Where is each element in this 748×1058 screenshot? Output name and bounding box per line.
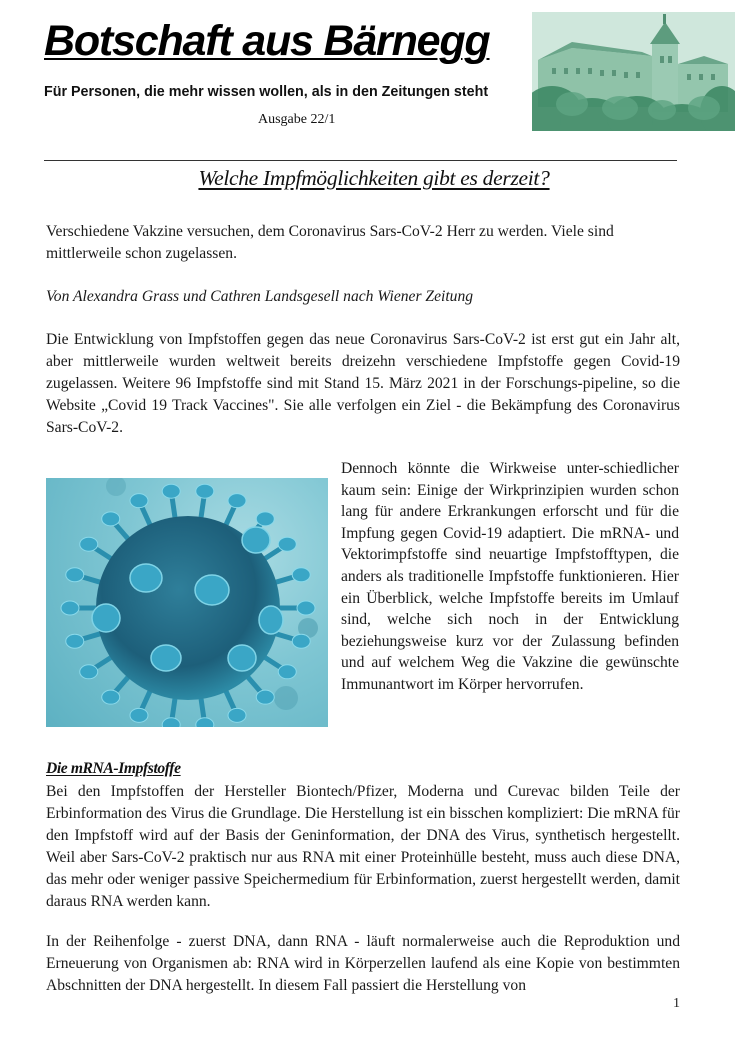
newsletter-subtitle: Für Personen, die mehr wissen wollen, als in den Zeitungen steht xyxy=(44,84,489,100)
newsletter-title: Botschaft aus Bärnegg xyxy=(44,17,490,65)
article-title: Welche Impfmöglichkeiten gibt es derzeit? xyxy=(198,166,550,190)
virus-spike-head xyxy=(66,634,84,648)
virus-spike-head xyxy=(196,718,214,727)
virus-spike-head xyxy=(130,494,148,508)
virus-spike-head xyxy=(256,690,274,704)
virus-spike-head xyxy=(102,690,120,704)
virus-spike-head xyxy=(66,568,84,582)
section-paragraph: Bei den Impfstoffen der Hersteller Biontech/Pfizer, Moderna und Curevac bilden Teile der Erbinformation des Virus die Grundlage. Die Herstellung ist ein bisschen kompliziert: Die mRNA für den Impfstoff wird auf der Basis der Geninformation, der DNA des Virus, synthetisch hergestellt. Weil aber Sars-CoV-2 praktisch nur aus RNA mit einer Proteinhülle besteht, muss auch diese DNA, das mehr oder weniger passive Speichermedium für Erbinformation, zuerst hergestellt werden, damit daraus RNA werden kann. xyxy=(46,783,680,910)
section-heading-mrna: Die mRNA-Impfstoffe xyxy=(46,760,181,777)
issue-label: Ausgabe 22/1 xyxy=(258,112,336,127)
virus-spike-head xyxy=(292,568,310,582)
virus-spike-head xyxy=(162,718,180,727)
article-byline: Von Alexandra Grass und Cathren Landsgesell nach Wiener Zeitung xyxy=(46,288,474,305)
page-number: 1 xyxy=(673,996,680,1011)
virus-spike-head xyxy=(256,512,274,526)
virus-spike-head xyxy=(102,512,120,526)
virus-spike-head xyxy=(130,708,148,722)
section-paragraph: In der Reihenfolge - zuerst DNA, dann RNA - läuft normalerweise auch die Reproduktion und Erneuerung von Organismen ab: RNA wird in Körperzellen laufend als eine Kopie von bestimmten Abschnitten der DNA hergestellt. In diesem Fall passiert die Herstellung von xyxy=(46,933,680,994)
virus-spike-head xyxy=(80,665,98,679)
article-side-text: Dennoch könnte die Wirkweise unter-schiedlicher kaum sein: Einige der Wirkprinzipien wurden schon lang für andere Erkrankungen erforscht und für die Impfung gegen Covid-19 adaptiert. Die mRNA- und Vektorimpfstoffe sind neuartige Impfstofftypen, die anders als traditionelle Impfstoffe funktionieren. Hier ein Überblick, welche Impfstoffe bereits im Umlauf sind, welche sich noch in der Entwicklung beziehungsweise kurz vor der Zulassung befinden und auf welchem Weg die Vakzine die gewünschte Immunantwort im Körper hervorrufen. xyxy=(341,460,679,693)
virus-spike-head xyxy=(61,601,79,615)
virus-spike-head xyxy=(292,634,310,648)
virus-spike-head xyxy=(80,537,98,551)
castle-image xyxy=(532,12,735,131)
virus-spike-head xyxy=(297,601,315,615)
virus-spike-head xyxy=(228,708,246,722)
virus-image xyxy=(46,478,328,727)
virus-spike-head xyxy=(278,537,296,551)
castle-illustration xyxy=(532,12,735,131)
coronavirus-illustration xyxy=(46,478,328,727)
article-lead: Verschiedene Vakzine versuchen, dem Coronavirus Sars-CoV-2 Herr zu werden. Viele sind mittlerweile schon zugelassen. xyxy=(46,223,614,262)
article-intro: Die Entwicklung von Impfstoffen gegen das neue Coronavirus Sars-CoV-2 ist erst gut ein Jahr alt, aber mittlerweile wurden weltweit bereits dreizehn verschiedene Impfstoffe gegen Covid-19 zugelassen. Weitere 96 Impfstoffe sind mit Stand 15. März 2021 in der Forschungs-pipeline, so die Website „Covid 19 Track Vaccines". Sie alle verfolgen ein Ziel - die Bekämpfung des Coronavirus Sars-CoV-2. xyxy=(46,331,680,436)
virus-spike-head xyxy=(228,494,246,508)
virus-spike-head xyxy=(196,484,214,498)
virus-spike-head xyxy=(278,665,296,679)
header-divider xyxy=(44,160,677,161)
virus-spike-head xyxy=(162,484,180,498)
